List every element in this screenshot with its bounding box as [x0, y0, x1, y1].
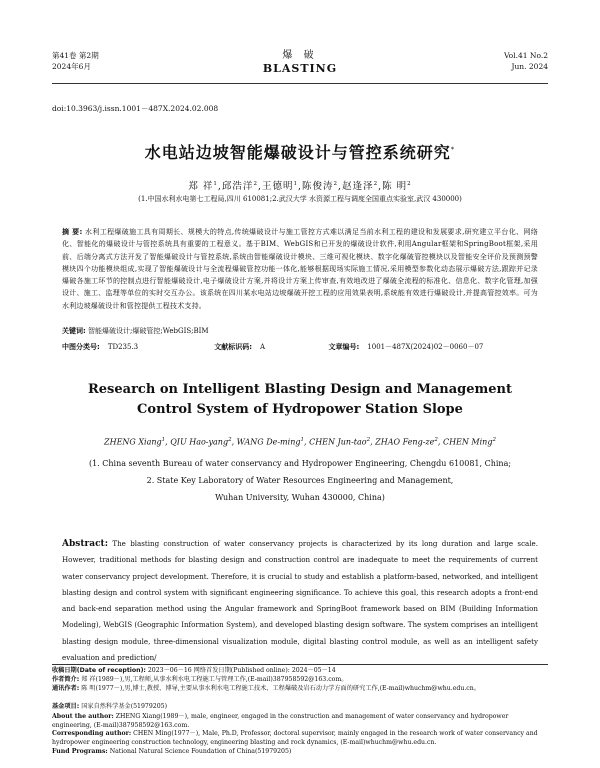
footnote-text: ZHENG Xiang(1989－), male, engineer, engaged in the construction and management of water conservancy and hydropower engineering, (E-mail)387958592@163.com. — [52, 713, 509, 729]
author-name: ZHENG Xiang — [104, 437, 162, 447]
affiliation-en-line: (1. China seventh Bureau of water conservancy and Hydropower Engineering, Chengdu 610081, China; — [88, 459, 512, 468]
abstract-en-label: Abstract: — [62, 539, 109, 549]
clc-label: 中图分类号: — [62, 343, 100, 351]
author-name: 赵逢泽 — [342, 181, 374, 192]
title-en — [0, 380, 600, 420]
affiliation-en-line: 2. State Key Laboratory of Water Resources Engineering and Management, — [146, 476, 454, 485]
title-cn-text: 水电站边坡智能爆破设计与管控系统研究 — [144, 143, 451, 162]
title-en-line: Research on Intelligent Blasting Design and Management — [87, 382, 513, 397]
author-affiliation-mark: 1 — [213, 180, 218, 187]
footnote-text: 2023－06－16 网络首发日期(Published online): 2024－05－14 — [147, 667, 336, 674]
journal-name-en: BLASTING — [262, 62, 338, 75]
footnote-corresponding-en — [52, 730, 548, 747]
author-affiliation-mark: 2 — [228, 437, 232, 443]
author-name: CHEN Ming — [442, 437, 493, 447]
footnote-label: Corresponding author: — [52, 730, 132, 737]
classification-row — [62, 341, 538, 353]
author-affiliation-mark: 1 — [300, 437, 304, 443]
doi[interactable]: doi:10.3963/j.issn.1001－487X.2024.02.008 — [52, 104, 219, 113]
footnote-author-bio-cn — [52, 676, 548, 685]
footnote-label: 通讯作者: — [52, 685, 80, 692]
volume-issue-en: Vol.41 No.2 — [503, 51, 548, 60]
volume-issue-cn: 第41卷 第2期 — [52, 51, 99, 60]
abstract-cn — [62, 226, 538, 312]
affiliation-en — [0, 455, 600, 506]
author-name: 郑 祥 — [188, 181, 214, 192]
author-name: WANG De-ming — [236, 437, 301, 447]
author-affiliation-mark: 2 — [434, 437, 438, 443]
author-affiliation-mark: 2 — [373, 180, 379, 187]
keywords-cn-label: 关键词: — [62, 327, 86, 335]
author-affiliation-mark: 1 — [161, 437, 166, 443]
footnote-label: 基金项目: — [52, 703, 80, 710]
footnote-fund-en — [52, 748, 548, 757]
footnote-text: CHEN Ming(1977－), Male, Ph.D, Professor, doctoral supervisor, mainly engaged in the research work of water conservancy and hydropower engineering construction technology, engineering blasting and rock dynamics, (E-mail)whuchm@whu.edu.cn. — [52, 730, 538, 746]
author-affiliation-mark: 1 — [293, 180, 298, 187]
author-name: 陈 明 — [382, 181, 408, 192]
keywords-cn — [62, 325, 538, 337]
footnote-about-author-en — [52, 713, 548, 730]
author-name: QIU Hao-yang — [170, 437, 229, 447]
title-en-line: Control System of Hydropower Station Slope — [137, 402, 463, 417]
affiliation-en-line: Wuhan University, Wuhan 430000, China) — [215, 493, 385, 502]
footnote-label: 作者简介: — [52, 676, 80, 683]
doc-code-value: A — [260, 343, 266, 351]
footnote-label: 收稿日期(Date of reception): — [52, 667, 146, 674]
author-name: ZHAO Feng-ze — [375, 437, 435, 447]
header-rule — [52, 83, 548, 84]
abstract-en-text: The blasting construction of water conservancy projects is characterized by its long duration and large scale. However, traditional methods for blasting design and construction control are inadequate to meet the requirements of current water conservancy project development. Therefore, it is crucial to study and establish a platform-based, networked, and intelligent blasting design and control system with significant engineering significance. To achieve this goal, this research adopts a front-end and back-end separation method using the Angular framework and SpringBoot framework based on BIM (Building Information Modeling), WebGIS (Geographic Information System), and developed blasting design software. The system comprises an intelligent blasting design module, three-dimensional visualization module, digital blasting control module, as well as an intelligent safety evaluation and prediction/ — [62, 539, 538, 663]
author-affiliation-mark: 2 — [492, 437, 496, 443]
keywords-cn-text: 智能爆破设计;爆破管控;WebGIS;BIM — [88, 327, 209, 335]
date-en: Jun. 2024 — [511, 62, 548, 71]
author-name: 陈俊涛 — [302, 181, 334, 192]
abstract-cn-label: 摘 要: — [62, 228, 83, 236]
author-affiliation-mark: 2 — [366, 437, 371, 443]
abstract-en — [62, 536, 538, 666]
footnote-text: 国家自然科学基金(51979205) — [81, 703, 168, 710]
affiliation-cn: (1.中国水利水电第七工程局,四川 610081;2.武汉大学 水资源工程与调度全国重点实验室,武汉 430000) — [138, 195, 462, 203]
footnote-rule — [52, 664, 548, 665]
footnote-label: About the author: — [52, 713, 114, 720]
footnote-reception — [52, 667, 548, 676]
footnote-fund-cn — [52, 703, 548, 712]
abstract-cn-text: 水利工程爆破施工具有周期长、规模大的特点,传统爆破设计与施工管控方式难以满足当前水利工程的建设和发展要求,研究建立平台化、网络化、智能化的爆破设计与管控系统具有重要的工程意义。基于BIM、WebGIS和已开发的爆破设计软件,利用Angular框架和SpringBoot框架,采用前、后端分离式方法开发了智能爆破设计与管控系统,系统由智能爆破设计模块、三维可视化模块、数字化爆破管控模块以及智能安全评价及预测预警模块四个功能模块组成,实现了智能爆破设计与全流程爆破管控功能一体化,能够根据现场实际施工情况,采用模型参数化动态展示爆破方法,跟踪并记录爆破各施工环节的控制点进行智能爆破设计,电子爆破设计方案,并将设计方案上传审查,有效地改进了爆破全流程的标准化、信息化、数字化管理,加强设计、施工、监理等单位的实时交互办公。该系统在四川某水电站边坡爆破开挖工程的应用效果表明,系统能有效进行爆破设计,并提高管控效率。可为水利边坡爆破设计和管控提供工程技术支持。 — [62, 228, 538, 310]
author-affiliation-mark: 2 — [253, 180, 258, 187]
author-name: 王德明 — [261, 181, 294, 192]
date-cn: 2024年6月 — [52, 62, 91, 71]
journal-name — [52, 50, 548, 75]
doc-code-label: 文献标识码: — [214, 343, 253, 351]
clc-value: TD235.3 — [107, 343, 139, 351]
footnote-text: National Natural Science Foundation of China(51979205) — [109, 748, 292, 755]
author-name: 邱浩洋 — [221, 181, 254, 192]
footnote-text: 郑 祥(1989－),男,工程师,从事水利水电工程施工与管理工作,(E-mail)387958592@163.com。 — [81, 676, 348, 683]
article-number-value: 1001－487X(2024)02－0060－07 — [367, 343, 484, 351]
author-affiliation-mark: 2 — [333, 180, 339, 187]
footnote-corresponding-cn — [52, 685, 548, 694]
title-cn — [0, 140, 600, 163]
journal-name-cn: 爆 破 — [282, 50, 318, 61]
footnote-text: 陈 明(1977－),男,博士,教授、博导,主要从事水利水电工程施工技术、工程爆破及岩石动力学方面的研究工作,(E-mail)whuchm@whu.edu.cn。 — [81, 685, 480, 692]
article-number-label: 文章编号: — [328, 343, 360, 351]
authors-en: ZHENG Xiang$^1$, QIU Hao-yang$^2$, WANG De-ming$^1$, CHEN Jun-tao$^2$, ZHAO Feng-$ze^2$, CHEN Ming$^2$ — [104, 437, 496, 447]
authors-cn: 郑 祥$^1$,邱浩洋$^2$,王德明$^1$,陈俊涛$^2$,赵逢泽$^2$,陈 明$^2$ — [188, 180, 412, 192]
footnote-label: Fund Programs: — [52, 748, 108, 755]
author-name: CHEN Jun-tao — [309, 437, 367, 447]
header-right — [504, 50, 548, 72]
title-footnote-mark: * — [450, 145, 456, 154]
running-header — [52, 50, 548, 80]
author-affiliation-mark: 2 — [407, 180, 412, 187]
